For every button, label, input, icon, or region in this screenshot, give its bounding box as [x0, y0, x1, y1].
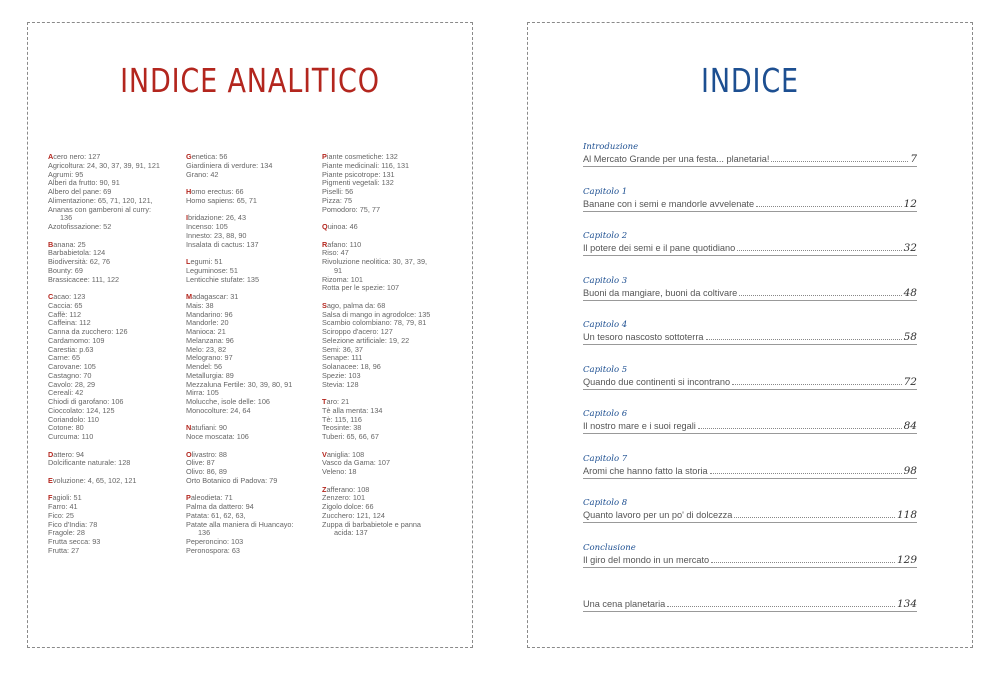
index-entry-text: enetica: 56: [191, 152, 228, 161]
index-entry: Curcuma: 110: [48, 432, 94, 441]
index-entry: Zigolo dolce: 66: [322, 502, 374, 511]
index-entry: Vasco da Gama: 107: [322, 458, 391, 468]
index-entry: Pomodoro: 75, 77: [322, 204, 381, 214]
index-column-1: [48, 153, 184, 564]
index-entry-text: atufiani: 90: [191, 423, 227, 433]
index-entry: Cotone: 80: [48, 423, 84, 433]
index-entry: Melanzana: 96: [186, 335, 234, 345]
index-entry: Pigmenti vegetali: 132: [322, 178, 394, 188]
index-entry-text: aro: 21: [326, 397, 350, 406]
index-entry: Mandarino: 96: [186, 309, 233, 319]
index-initial-letter: L: [186, 257, 191, 266]
index-entry: Leguminose: 51: [186, 265, 238, 275]
toc-line: [583, 198, 917, 211]
toc-entry[interactable]: [583, 454, 917, 499]
index-entry-text: livastro: 88: [191, 449, 227, 459]
toc-line: [583, 465, 917, 478]
index-entry: Mandorle: 20: [186, 318, 229, 328]
index-entry: Fico d'India: 78: [48, 519, 98, 529]
index-initial-letter: F: [48, 493, 53, 503]
index-entry: Caccia: 65: [48, 300, 83, 310]
index-entry: 91: [334, 265, 343, 275]
toc-chapter-title: Il giro del mondo in un mercato: [583, 554, 710, 565]
toc-entry[interactable]: [583, 187, 917, 232]
index-initial-letter: Z: [322, 484, 327, 494]
index-entry: Fragole: 28: [48, 528, 85, 538]
toc-chapter-title: Quanto lavoro per un po' di dolcezza: [583, 510, 733, 520]
toc-line: [583, 153, 917, 166]
toc-line: [583, 554, 917, 567]
index-entry: Teosinte: 38: [322, 423, 362, 433]
index-entry: Canna da zucchero: 126: [48, 327, 128, 336]
index-entry: Solanacee: 18, 96: [322, 362, 381, 371]
toc-dot-leader: [771, 161, 908, 162]
toc-chapter-title: Buoni da mangiare, buoni da coltivare: [583, 287, 738, 298]
toc-line: [583, 287, 917, 300]
index-entry: 136: [198, 528, 211, 538]
index-initial-letter: M: [186, 292, 193, 301]
index-letter-group: [186, 258, 322, 284]
toc-page-number: 84: [903, 420, 917, 432]
index-initial-letter: O: [186, 449, 192, 459]
toc-rule: [583, 611, 917, 612]
index-entry: Olive: 87: [186, 458, 215, 468]
index-letter-group: [322, 153, 458, 214]
index-entry: Alberi da frutto: 90, 91: [48, 178, 120, 188]
toc-page-number: 12: [903, 197, 917, 210]
index-initial-letter: V: [322, 449, 327, 459]
toc-page-number: 129: [896, 553, 917, 566]
index-entry: Carovane: 105: [48, 362, 96, 371]
index-entry-text: attero: 94: [53, 449, 85, 459]
toc-page-number: 118: [896, 509, 917, 521]
toc-page-number: 7: [910, 153, 917, 165]
toc-rule: [583, 522, 917, 523]
toc-entry[interactable]: [583, 142, 917, 187]
index-letter-group: [48, 241, 184, 285]
index-entry: Alimentazione: 65, 71, 120, 121,: [48, 195, 153, 205]
toc-chapter-label: Capitolo 5: [583, 364, 628, 375]
index-entry: Giardiniera di verdure: 134: [186, 160, 273, 170]
index-initial-letter: H: [186, 187, 192, 196]
toc-chapter-title: Il nostro mare e i suoi regali: [583, 421, 696, 431]
toc-entry[interactable]: [583, 231, 917, 276]
analytic-index-title: INDICE ANALITICO: [120, 61, 380, 100]
toc-line: [583, 331, 917, 344]
index-letter-group: [186, 451, 322, 486]
toc-dot-leader: [706, 339, 902, 340]
toc-chapter-label: Capitolo 1: [583, 186, 628, 197]
toc-chapter-title: Banane con i semi e mandorle avvelenate: [583, 198, 755, 209]
index-entry: Patata: 61, 62, 63,: [186, 510, 246, 520]
toc-dot-leader: [732, 384, 902, 385]
index-entry-text: ago, palma da: 68: [326, 300, 386, 310]
index-entry: Dolcificante naturale: 128: [48, 458, 131, 468]
index-entry: Brassicacee: 111, 122: [48, 274, 120, 284]
index-entry: Rizoma: 101: [322, 274, 363, 284]
index-initial-letter: Q: [322, 222, 328, 231]
toc-page-number: 98: [903, 464, 917, 477]
index-entry: Carne: 65: [48, 353, 81, 363]
index-entry: Senape: 111: [322, 353, 363, 363]
index-entry: Fico: 25: [48, 510, 74, 520]
toc-rule: [583, 567, 917, 568]
index-letter-group: [322, 223, 458, 232]
toc-chapter-label: Capitolo 2: [583, 231, 628, 241]
index-entry: Manioca: 21: [186, 327, 226, 336]
index-entry-text: aniglia: 108: [326, 449, 365, 459]
toc-page-number: 48: [903, 286, 917, 299]
index-entry: Mezzaluna Fertile: 30, 39, 80, 91: [186, 379, 293, 389]
index-entry: Chiodi di garofano: 106: [48, 397, 124, 406]
index-entry: Grano: 42: [186, 169, 219, 179]
toc-page-number: 134: [896, 598, 917, 610]
index-initial-letter: T: [322, 397, 327, 406]
index-entry: Albero del pane: 69: [48, 187, 112, 196]
index-letter-group: [186, 424, 322, 442]
index-initial-letter: G: [186, 152, 192, 161]
index-entry: Innesto: 23, 88, 90: [186, 230, 247, 240]
toc-chapter-label: Conclusione: [583, 542, 636, 553]
toc-chapter-title: Al Mercato Grande per una festa... planetaria!: [583, 154, 770, 164]
index-initial-letter: C: [48, 292, 54, 301]
index-letter-group: [48, 293, 184, 442]
index-entry: Frutta: 27: [48, 545, 80, 555]
index-entry: Zenzero: 101: [322, 493, 365, 503]
toc-entry[interactable]: [583, 276, 917, 321]
toc-dot-leader: [698, 428, 902, 429]
analytic-index-page: [27, 22, 473, 648]
index-entry: Frutta secca: 93: [48, 537, 101, 546]
index-entry-text: afferano: 108: [326, 484, 370, 494]
toc-chapter-label: Capitolo 6: [583, 409, 628, 419]
index-entry: Biodiversità: 62, 76: [48, 257, 111, 266]
index-entry: Cioccolato: 124, 125: [48, 405, 115, 415]
index-letter-group: [48, 451, 184, 469]
toc-line: [583, 376, 917, 389]
index-entry: Metallurgia: 89: [186, 370, 234, 380]
index-entry: Azotofissazione: 52: [48, 222, 112, 231]
index-letter-group: [186, 153, 322, 179]
toc-entry[interactable]: [583, 365, 917, 410]
toc-entry[interactable]: [583, 320, 917, 365]
index-letter-group: [322, 241, 458, 294]
index-entry-text: voluzione: 4, 65, 102, 121: [52, 475, 137, 485]
toc-rule: [583, 344, 917, 345]
index-entry: Sciroppo d'acero: 127: [322, 327, 393, 336]
index-entry: Scambio colombiano: 78, 79, 81: [322, 318, 427, 328]
toc-entry[interactable]: [583, 543, 917, 588]
index-initial-letter: P: [322, 152, 327, 161]
index-entry: Peperoncino: 103: [186, 537, 244, 546]
index-entry: Coriandolo: 110: [48, 414, 99, 424]
index-entry: Palma da dattero: 94: [186, 502, 254, 511]
index-entry: Peronospora: 63: [186, 545, 240, 555]
toc-chapter-label: Introduzione: [583, 142, 639, 152]
index-entry: Selezione artificiale: 19, 22: [322, 335, 410, 345]
toc-dot-leader: [739, 295, 901, 296]
toc-chapter-title: Un tesoro nascosto sottoterra: [583, 332, 704, 342]
toc-rule: [583, 389, 917, 390]
index-entry: Zuppa di barbabietole e panna: [322, 519, 421, 529]
toc-line: [583, 420, 917, 433]
toc-line: [583, 509, 917, 522]
toc-list: [583, 142, 917, 643]
index-entry: Carestia: p.63: [48, 344, 94, 354]
index-initial-letter: I: [186, 213, 189, 223]
index-letter-group: [48, 477, 184, 486]
toc-entry[interactable]: [583, 598, 917, 643]
toc-dot-leader: [711, 562, 895, 563]
index-entry: Monocolture: 24, 64: [186, 405, 251, 415]
index-entry: Pizza: 75: [322, 195, 353, 205]
index-initial-letter: N: [186, 423, 192, 433]
index-letter-group: [186, 188, 322, 206]
index-entry: Rivoluzione neolitica: 30, 37, 39,: [322, 257, 428, 266]
index-entry: Zucchero: 121, 124: [322, 510, 385, 520]
toc-line: [583, 598, 917, 611]
index-entry: Tuberi: 65, 66, 67: [322, 432, 379, 441]
toc-page-number: 72: [903, 375, 917, 388]
index-entry: Olivo: 86, 89: [186, 467, 227, 476]
index-entry-text: egumi: 51: [190, 257, 223, 266]
index-entry: Caffè: 112: [48, 309, 81, 319]
toc-chapter-label: Capitolo 4: [583, 320, 628, 330]
table-of-contents-page: [527, 22, 973, 648]
index-initial-letter: B: [48, 239, 54, 249]
index-letter-group: [186, 214, 322, 249]
index-entry-text: aleodieta: 71: [190, 493, 233, 503]
index-entry-text: adagascar: 31: [192, 292, 239, 301]
index-entry: Cardamomo: 109: [48, 335, 105, 345]
toc-chapter-title: Una cena planetaria: [583, 599, 666, 609]
index-letter-group: [322, 451, 458, 477]
index-entry: Cavolo: 28, 29: [48, 379, 96, 389]
index-entry: 136: [60, 213, 73, 223]
index-letter-group: [186, 494, 322, 555]
index-initial-letter: P: [186, 493, 191, 503]
index-entry: Mais: 38: [186, 300, 214, 310]
index-entry: Cereali: 42: [48, 388, 84, 398]
index-entry: Ananas con gamberoni al curry:: [48, 204, 152, 214]
index-entry: Rotta per le spezie: 107: [322, 283, 400, 293]
toc-dot-leader: [667, 606, 895, 607]
index-entry: Patate alla maniera di Huancayo:: [186, 519, 294, 529]
index-entry: Mirra: 105: [186, 388, 219, 398]
toc-rule: [583, 300, 917, 301]
index-entry: Melograno: 97: [186, 353, 233, 363]
index-entry: Bounty: 69: [48, 265, 83, 275]
index-entry: Incenso: 105: [186, 222, 228, 231]
index-initial-letter: R: [322, 239, 328, 249]
toc-chapter-label: Capitolo 3: [583, 275, 628, 286]
index-entry: Piselli: 56: [322, 187, 354, 196]
index-entry: [48, 477, 184, 486]
index-entry: Tè: 115, 116: [322, 414, 362, 424]
toc-line: [583, 242, 917, 255]
toc-dot-leader: [710, 473, 902, 474]
index-entry-text: anana: 25: [53, 239, 86, 249]
index-initial-letter: S: [322, 300, 327, 310]
index-entry: Insalata di cactus: 137: [186, 239, 259, 249]
index-entry: Caffeina: 112: [48, 318, 91, 328]
toc-dot-leader: [734, 517, 895, 518]
index-entry: Molucche, isole delle: 106: [186, 397, 270, 406]
toc-rule: [583, 166, 917, 167]
index-entry-text: uinoa: 46: [327, 222, 358, 231]
index-letter-group: [322, 398, 458, 442]
toc-entry[interactable]: [583, 498, 917, 543]
index-entry: Tè alla menta: 134: [322, 405, 383, 415]
index-entry: Homo sapiens: 65, 71: [186, 195, 257, 205]
toc-rule: [583, 211, 917, 212]
index-entry-text: bridazione: 26, 43: [188, 213, 247, 223]
index-letter-group: [48, 494, 184, 555]
toc-dot-leader: [756, 206, 902, 207]
index-entry: Agricoltura: 24, 30, 37, 39, 91, 121: [48, 160, 160, 170]
toc-chapter-label: Capitolo 7: [583, 453, 628, 464]
toc-chapter-label: Capitolo 8: [583, 498, 628, 508]
index-entry: Veleno: 18: [322, 467, 357, 476]
index-letter-group: [48, 153, 184, 232]
index-entry: Spezie: 103: [322, 370, 361, 380]
index-entry-text: acao: 123: [53, 292, 86, 301]
index-column-2: [186, 153, 322, 564]
toc-page-number: 58: [903, 331, 917, 343]
index-entry-text: agioli: 51: [52, 493, 82, 503]
index-entry: Farro: 41: [48, 502, 78, 511]
index-entry-text: afano: 110: [327, 239, 362, 249]
index-letter-group: [186, 293, 322, 416]
index-initial-letter: D: [48, 449, 54, 459]
index-entry: Orto Botanico di Padova: 79: [186, 475, 278, 485]
index-entry: acida: 137: [334, 528, 368, 538]
toc-rule: [583, 255, 917, 256]
toc-chapter-title: Aromi che hanno fatto la storia: [583, 465, 708, 476]
index-column-3: [322, 153, 458, 547]
index-entry: Mendel: 56: [186, 362, 223, 371]
index-initial-letter: E: [48, 475, 53, 485]
index-entry: Piante psicotrope: 131: [322, 169, 395, 179]
index-entry: Barbabietola: 124: [48, 248, 106, 258]
index-letter-group: [322, 302, 458, 390]
index-entry: Melo: 23, 82: [186, 344, 227, 354]
index-entry: Noce moscata: 106: [186, 432, 249, 441]
toc-rule: [583, 433, 917, 434]
index-letter-group: [322, 486, 458, 539]
toc-chapter-title: Il potere dei semi e il pane quotidiano: [583, 243, 736, 253]
index-entry: Salsa di mango in agrodolce: 135: [322, 309, 431, 319]
index-entry: Castagno: 70: [48, 370, 92, 380]
index-entry: Agrumi: 95: [48, 169, 84, 179]
index-entry: [322, 223, 458, 232]
toc-dot-leader: [737, 250, 901, 251]
index-entry: Piante medicinali: 116, 131: [322, 160, 410, 170]
toc-title: INDICE: [701, 61, 799, 100]
index-initial-letter: A: [48, 152, 54, 161]
index-entry: Riso: 47: [322, 248, 349, 258]
toc-chapter-title: Quando due continenti si incontrano: [583, 376, 731, 387]
index-entry-text: omo erectus: 66: [191, 187, 244, 196]
toc-page-number: 32: [903, 242, 917, 254]
index-entry-text: iante cosmetiche: 132: [326, 152, 398, 161]
index-entry: Stevia: 128: [322, 379, 359, 389]
toc-rule: [583, 478, 917, 479]
index-entry-text: cero nero: 127: [53, 152, 101, 161]
index-entry: Lenticchie stufate: 135: [186, 274, 260, 284]
index-entry: Semi: 36, 37: [322, 344, 363, 354]
toc-entry[interactable]: [583, 409, 917, 454]
